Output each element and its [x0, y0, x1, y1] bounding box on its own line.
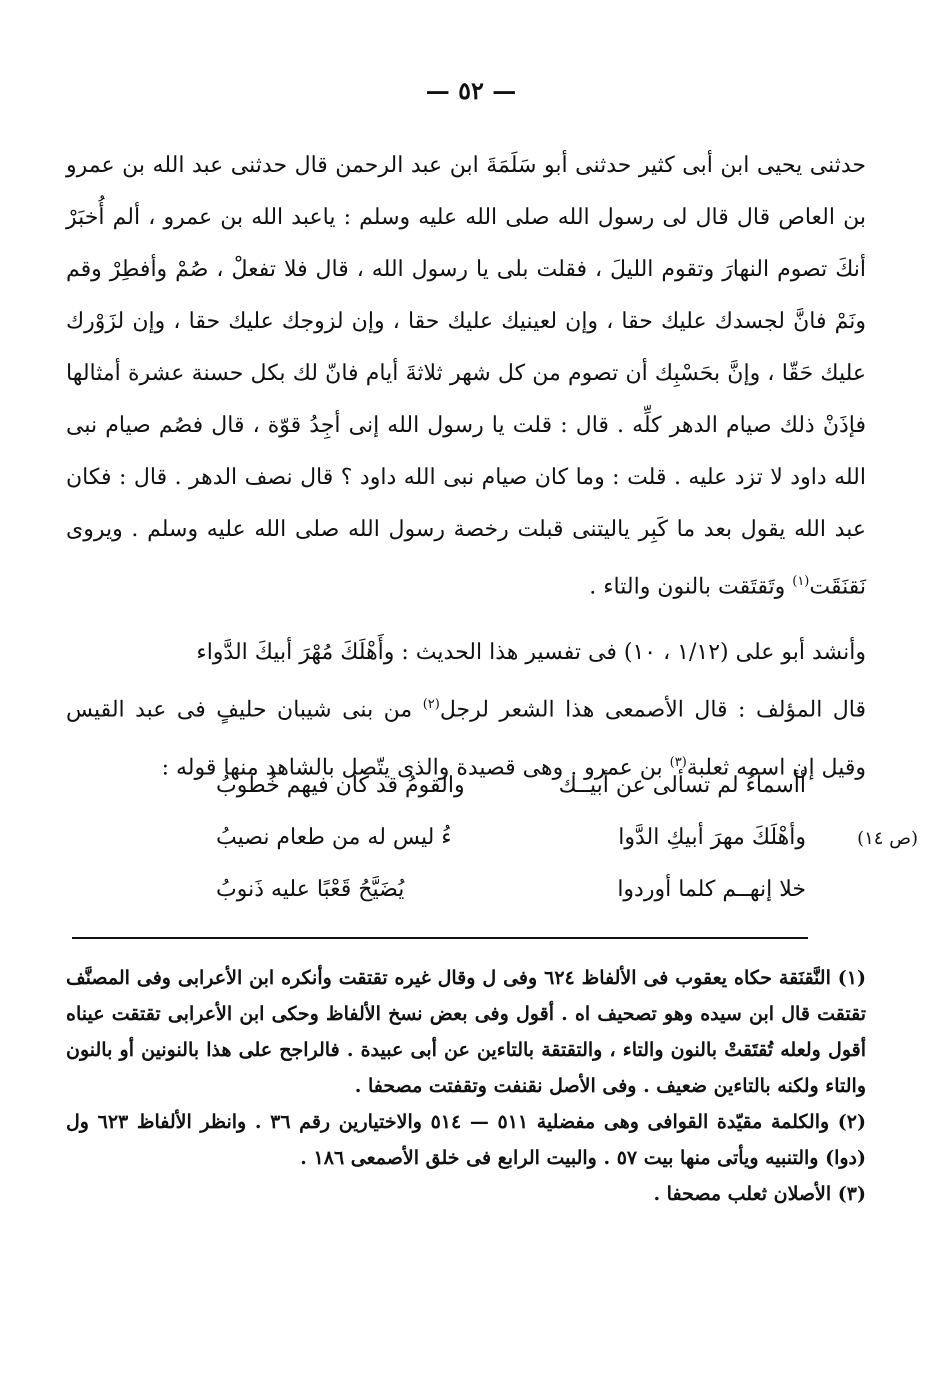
paragraph-text: قال المؤلف : قال الأصمعى هذا الشعر لرجل: [439, 697, 867, 723]
paragraph-text: بن عمرو . وهى قصيدة والذى يتّصل بالشاهد منها قوله :: [161, 754, 670, 780]
verse-second-hemistich: يُضَيَّحُ قَعْبًا عليه ذَنوبُ: [216, 877, 405, 902]
poem: [216, 760, 866, 916]
verse-line: [216, 760, 866, 812]
footnote-divider: [72, 937, 808, 939]
page-number: — ٥٢ —: [425, 76, 517, 105]
verse-line: [216, 864, 866, 916]
footnotes: [66, 960, 866, 1212]
verse-first-hemistich: أأسماءُ لم تسألى عن أبيــك: [558, 773, 806, 798]
paragraph-text: وتَقتَقت بالنون والتاء .: [589, 574, 793, 600]
paragraph: [66, 140, 866, 613]
paragraph-text: من بنى شيبان حليفٍ فى عبد القيس وقيل إن اسمه ثعلبة: [66, 697, 866, 780]
footnote: (٢) والكلمة مقيّدة القوافى وهى مفضلية ٥١١ — ٥١٤ والاختيارين رقم ٣٦ . وانظر الألفاظ ٦٢٣ ول (دوا) والتنبيه ويأتى منها بيت ٥٧ . والبيت الرابع فى خلق الأصمعى ١٨٦ .: [66, 1111, 866, 1169]
verse-second-hemistich: والقومُ قد كان فيهم خُطوبُ: [216, 773, 465, 798]
margin-page-reference: (ص ١٤): [857, 828, 918, 849]
footnote-ref[interactable]: (١): [792, 574, 810, 589]
footnote: (٣) الأصلان ثعلب مصحفا .: [653, 1183, 866, 1205]
footnote-ref[interactable]: (٢): [422, 697, 440, 713]
footnote-ref[interactable]: (٣): [669, 754, 687, 770]
verse-first-hemistich: خلا إنهــم كلما أوردوا: [617, 877, 806, 902]
verse-second-hemistich: ءُ ليس له من طعام نصيبُ: [216, 825, 452, 850]
verse-line: [216, 812, 866, 864]
verse-first-hemistich: وأهْلَكَ مهرَ أبيكِ الدَّوا: [618, 825, 806, 850]
footnote: (١) النَّقنَقة حكاه يعقوب فى الألفاظ ٦٢٤ وفى ل وقال غيره تقتقت وأنكره ابن الأعرابى وفى المصنَّف تقتقت قال ابن سيده وهو تصحيف اه . أقول وفى بعض نسخ الألفاظ وحكى ابن الأعرابى تقتقت عيناه أقول ولعله تُقتَقتْ بالنون والتاء ، والتقتقة بالتاءين عن أبى عبيدة . فالراجح على هذا بالنونين أو بالنون والتاء ولكنه بالتاءين ضعيف . وفى الأصل نقنفت وتقفتت مصحفا .: [66, 967, 866, 1097]
main-text: [66, 140, 866, 794]
paragraph-text: حدثنى يحيى ابن أبى كثير حدثنى أبو سَلَمَةَ ابن عبد الرحمن قال حدثنى عبد الله بن عمرو بن العاص قال قال لى رسول الله صلى الله عليه وسلم : ياعبد الله بن عمرو ، ألم أُخبَرْ أنكَ تصوم النهارَ وتقوم الليلَ ، فقلت بلى يا رسول الله ، قال فلا تفعلْ ، صُمْ وأفطِرْ وقم ونَمْ فانَّ لجسدك عليك حقا ، وإن لعينيك عليك حقا ، وإن لزوجك عليك حقا ، وإن لزَوْرك عليك حَقّا ، وإنَّ بحَسْبِك أن تصوم من كل شهر ثلاثةَ أيام فانّ لك بكل حسنة عشرة أمثالها فإذَنْ ذلك صيام الدهر كلِّه . قال : قلت يا رسول الله إنى أجِدُ قوّة ، قال فصُم صيام نبى الله داود لا تزد عليه . قلت : وما كان صيام نبى الله داود ؟ قال نصف الدهر . قال : فكان عبد الله يقول بعد ما كَبِر ياليتنى قبلت رخصة رسول الله صلى الله عليه وسلم . ويروى نَقنَقَت: [66, 153, 866, 600]
paragraph: وأنشد أبو على (١/١٢ ، ١٠) فى تفسير هذا الحديث : وأَهْلَكَ مُهْرَ أبيكَ الدَّواء: [196, 640, 866, 666]
